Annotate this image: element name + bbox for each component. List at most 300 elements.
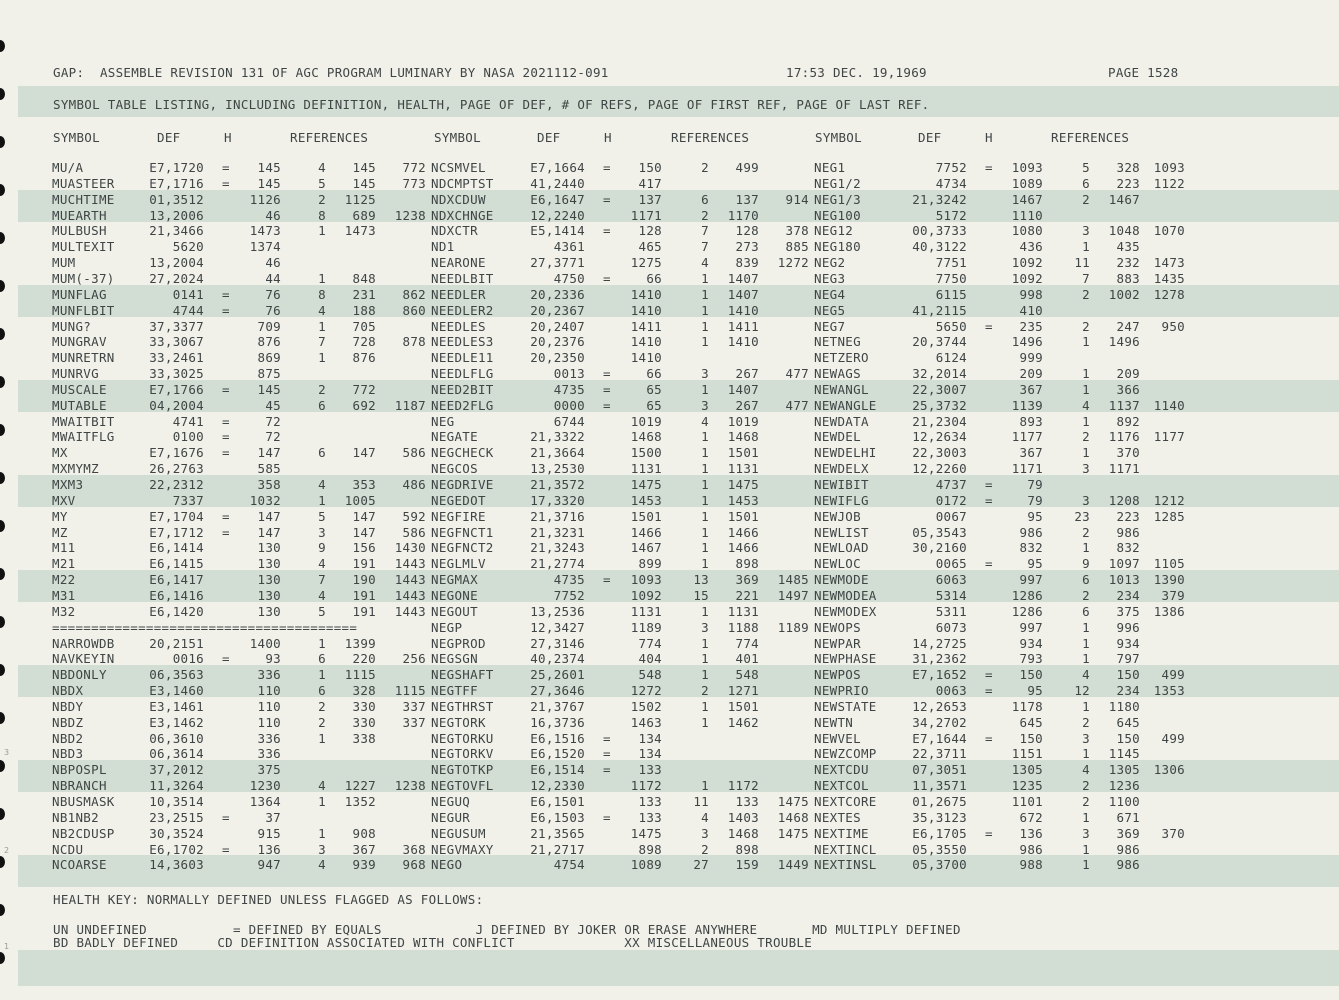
- def-cell: 6063: [935, 572, 967, 588]
- def-cell: 30,2160: [912, 540, 967, 556]
- feed-hole: [0, 88, 5, 100]
- symbol-cell: NEWLIST: [814, 524, 869, 540]
- symbol-cell: NEGATE: [431, 429, 478, 445]
- first-ref-cell: 1305: [1108, 762, 1140, 778]
- symbol-cell: NEGUR: [431, 809, 471, 825]
- def-page-cell: 1468: [630, 429, 662, 445]
- def-page-cell: 44: [265, 270, 281, 286]
- ref-count-cell: 2: [1082, 286, 1090, 302]
- ref-count-cell: 6: [318, 683, 326, 699]
- ref-count-cell: 4: [1082, 667, 1090, 683]
- def-page-cell: 134: [638, 746, 662, 762]
- symbol-cell: NEWMODEA: [814, 587, 877, 603]
- ref-count-cell: 8: [318, 207, 326, 223]
- symbol-cell: NETNEG: [814, 334, 861, 350]
- def-page-cell: 46: [265, 207, 281, 223]
- symbol-cell: M11: [52, 540, 76, 556]
- ref-count-cell: 1: [701, 381, 709, 397]
- symbol-cell: NEG12: [814, 223, 854, 239]
- def-cell: E7,1644: [912, 730, 967, 746]
- ref-count-cell: 2: [1082, 524, 1090, 540]
- first-ref-cell: 1403: [727, 809, 759, 825]
- feed-hole: [0, 520, 5, 532]
- def-cell: E6,1503: [530, 809, 585, 825]
- def-page-cell: 76: [265, 286, 281, 302]
- def-cell: 12,2653: [912, 698, 967, 714]
- def-cell: 26,2763: [149, 461, 204, 477]
- def-page-cell: 1235: [1011, 778, 1043, 794]
- last-ref-cell: 1070: [1153, 223, 1185, 239]
- symbol-cell: NEGUQ: [431, 794, 471, 809]
- symbol-cell: NEGOUT: [431, 603, 478, 619]
- ref-count-cell: 3: [318, 524, 326, 540]
- feed-hole: [0, 664, 5, 676]
- ref-count-cell: 3: [1082, 461, 1090, 477]
- last-ref-cell: 1430: [394, 540, 426, 556]
- def-page-cell: 336: [257, 667, 281, 683]
- symbol-cell: NEGTOTKP: [431, 762, 494, 778]
- ref-count-cell: 1: [1082, 635, 1090, 651]
- ref-count-cell: 2: [318, 714, 326, 730]
- def-cell: 0100: [172, 429, 204, 445]
- def-cell: 27,3771: [530, 255, 585, 271]
- def-cell: 23,2515: [149, 809, 204, 825]
- last-ref-cell: 860: [402, 302, 426, 318]
- first-ref-cell: 1171: [1108, 461, 1140, 477]
- def-cell: 05,3550: [912, 841, 967, 857]
- ref-count-cell: 1: [701, 492, 709, 508]
- symbol-cell: NEWDELHI: [814, 445, 877, 461]
- ref-count-cell: 1: [318, 270, 326, 286]
- def-page-cell: 1463: [630, 714, 662, 730]
- first-ref-cell: 330: [352, 714, 376, 730]
- symbol-cell: MUM: [52, 255, 76, 271]
- symbol-cell: M32: [52, 603, 76, 619]
- def-page-cell: 793: [1019, 651, 1043, 667]
- first-ref-cell: 548: [735, 667, 759, 683]
- symbol-cell: MWAITBIT: [52, 413, 115, 429]
- def-page-cell: 876: [257, 334, 281, 350]
- health-cell: =: [985, 730, 993, 746]
- def-page-cell: 1151: [1011, 746, 1043, 762]
- symbol-cell: NEGTOVFL: [431, 778, 494, 794]
- def-cell: E7,1704: [149, 508, 204, 524]
- first-ref-cell: 1473: [344, 223, 376, 239]
- first-ref-cell: 1501: [727, 508, 759, 524]
- def-page-cell: 76: [265, 302, 281, 318]
- ref-count-cell: 4: [318, 587, 326, 603]
- def-page-cell: 128: [638, 223, 662, 239]
- last-ref-cell: 862: [402, 286, 426, 302]
- def-page-cell: 915: [257, 825, 281, 841]
- def-cell: 21,3565: [530, 825, 585, 841]
- symbol-cell: MUASTEER: [52, 175, 115, 191]
- ref-count-cell: 2: [318, 698, 326, 714]
- first-ref-cell: 645: [1116, 714, 1140, 730]
- def-page-cell: 417: [638, 175, 662, 191]
- def-cell: 41,2440: [530, 175, 585, 191]
- ref-count-cell: 4: [318, 160, 326, 175]
- def-cell: 0016: [172, 651, 204, 667]
- first-ref-cell: 1462: [727, 714, 759, 730]
- ref-count-cell: 1: [701, 714, 709, 730]
- ref-count-cell: 1: [701, 651, 709, 667]
- symbol-cell: NEWVEL: [814, 730, 861, 746]
- feed-hole: [0, 952, 5, 964]
- def-cell: 21,3716: [530, 508, 585, 524]
- def-cell: 20,2376: [530, 334, 585, 350]
- symbol-cell: NEGSHAFT: [431, 667, 494, 683]
- last-ref-cell: 1443: [394, 587, 426, 603]
- def-page-cell: 1171: [630, 207, 662, 223]
- def-page-cell: 72: [265, 429, 281, 445]
- last-ref-cell: 1238: [394, 778, 426, 794]
- health-cell: =: [985, 825, 993, 841]
- last-ref-cell: 1449: [777, 857, 809, 873]
- last-ref-cell: 1212: [1153, 492, 1185, 508]
- def-page-cell: 147: [257, 508, 281, 524]
- first-ref-cell: 1208: [1108, 492, 1140, 508]
- def-page-cell: 893: [1019, 413, 1043, 429]
- symbol-cell: NEGFIRE: [431, 508, 486, 524]
- last-ref-cell: 1386: [1153, 603, 1185, 619]
- def-cell: 10,3514: [149, 794, 204, 809]
- def-cell: 13,2536: [530, 603, 585, 619]
- symbol-cell: NEWMODE: [814, 572, 869, 588]
- last-ref-cell: 370: [1161, 825, 1185, 841]
- def-page-cell: 1502: [630, 698, 662, 714]
- def-cell: E6,1501: [530, 794, 585, 809]
- ref-count-cell: 2: [701, 207, 709, 223]
- health-cell: =: [222, 524, 230, 540]
- def-page-cell: 1032: [249, 492, 281, 508]
- def-page-cell: 145: [257, 175, 281, 191]
- def-cell: E6,1705: [912, 825, 967, 841]
- first-ref-cell: 1501: [727, 445, 759, 461]
- last-ref-cell: 1122: [1153, 175, 1185, 191]
- def-page-cell: 367: [1019, 445, 1043, 461]
- first-ref-cell: 692: [352, 397, 376, 413]
- ref-count-cell: 1: [1082, 334, 1090, 350]
- def-page-cell: 1374: [249, 239, 281, 255]
- def-cell: E7,1720: [149, 160, 204, 175]
- def-page-cell: 1093: [1011, 160, 1043, 175]
- ref-count-cell: 2: [1082, 191, 1090, 207]
- symbol-cell: NEARONE: [431, 255, 486, 271]
- def-page-cell: 1475: [630, 825, 662, 841]
- symbol-cell: NEWPRIO: [814, 683, 869, 699]
- ref-count-cell: 1: [701, 667, 709, 683]
- def-cell: 5314: [935, 587, 967, 603]
- symbol-cell: NEGTFF: [431, 683, 478, 699]
- ref-count-cell: 2: [318, 191, 326, 207]
- health-cell: =: [222, 651, 230, 667]
- def-page-cell: 150: [1019, 730, 1043, 746]
- last-ref-cell: 586: [402, 445, 426, 461]
- health-cell: =: [603, 160, 611, 175]
- last-ref-cell: 1187: [394, 397, 426, 413]
- symbol-cell: MUNGRAV: [52, 334, 107, 350]
- def-cell: 32,2014: [912, 366, 967, 382]
- def-page-cell: 1101: [1011, 794, 1043, 809]
- last-ref-cell: 337: [402, 698, 426, 714]
- ref-count-cell: 3: [701, 619, 709, 635]
- def-cell: 17,3320: [530, 492, 585, 508]
- first-ref-cell: 1227: [344, 778, 376, 794]
- first-ref-cell: 832: [1116, 540, 1140, 556]
- first-ref-cell: 772: [352, 381, 376, 397]
- ref-count-cell: 27: [693, 857, 709, 873]
- health-cell: =: [222, 175, 230, 191]
- def-cell: 0065: [935, 556, 967, 572]
- def-page-cell: 136: [257, 841, 281, 857]
- health-cell: =: [603, 191, 611, 207]
- first-ref-cell: 898: [735, 841, 759, 857]
- ref-count-cell: 4: [318, 556, 326, 572]
- symbol-cell: NEGO: [431, 857, 463, 873]
- symbol-cell: NAVKEYIN: [52, 651, 115, 667]
- column-header: H: [985, 130, 993, 145]
- listing-timestamp: 17:53 DEC. 19,1969: [786, 65, 927, 80]
- first-ref-cell: 671: [1116, 809, 1140, 825]
- feed-hole: [0, 760, 5, 772]
- health-cell: =: [603, 730, 611, 746]
- def-page-cell: 1080: [1011, 223, 1043, 239]
- def-page-cell: 1177: [1011, 429, 1043, 445]
- def-cell: 13,2004: [149, 255, 204, 271]
- def-cell: 21,3767: [530, 698, 585, 714]
- def-page-cell: 1131: [630, 603, 662, 619]
- def-cell: 4750: [553, 270, 585, 286]
- ref-count-cell: 4: [318, 778, 326, 794]
- first-ref-cell: 1352: [344, 794, 376, 809]
- symbol-cell: NCDU: [52, 841, 84, 857]
- def-page-cell: 1364: [249, 794, 281, 809]
- symbol-cell: NEWDEL: [814, 429, 861, 445]
- ref-count-cell: 1: [701, 461, 709, 477]
- ref-count-cell: 1: [318, 223, 326, 239]
- ref-count-cell: 1: [318, 825, 326, 841]
- health-cell: =: [985, 492, 993, 508]
- def-page-cell: 209: [1019, 366, 1043, 382]
- def-page-cell: 1089: [630, 857, 662, 873]
- symbol-cell: NBDZ: [52, 714, 84, 730]
- def-page-cell: 585: [257, 461, 281, 477]
- symbol-cell: NDXCDUW: [431, 191, 486, 207]
- def-cell: 07,3051: [912, 762, 967, 778]
- def-page-cell: 1178: [1011, 698, 1043, 714]
- first-ref-cell: 190: [352, 572, 376, 588]
- last-ref-cell: 368: [402, 841, 426, 857]
- last-ref-cell: 885: [785, 239, 809, 255]
- ref-count-cell: 7: [701, 239, 709, 255]
- first-ref-cell: 223: [1116, 175, 1140, 191]
- def-cell: 21,3322: [530, 429, 585, 445]
- symbol-cell: NEGDRIVE: [431, 477, 494, 492]
- def-page-cell: 65: [646, 397, 662, 413]
- symbol-cell: MUNRVG: [52, 366, 99, 382]
- def-page-cell: 1400: [249, 635, 281, 651]
- def-cell: 7752: [935, 160, 967, 175]
- def-page-cell: 899: [638, 556, 662, 572]
- last-ref-cell: 1093: [1153, 160, 1185, 175]
- health-cell: =: [222, 302, 230, 318]
- def-cell: 11,3264: [149, 778, 204, 794]
- first-ref-cell: 128: [735, 223, 759, 239]
- symbol-cell: NEGEDOT: [431, 492, 486, 508]
- last-ref-cell: 1435: [1153, 270, 1185, 286]
- symbol-cell: NEWPOS: [814, 667, 861, 683]
- symbol-cell: NEWLOC: [814, 556, 861, 572]
- ref-count-cell: 3: [1082, 492, 1090, 508]
- health-cell: =: [222, 445, 230, 461]
- def-cell: 20,2367: [530, 302, 585, 318]
- symbol-cell: NEG3: [814, 270, 846, 286]
- def-cell: 4735: [553, 572, 585, 588]
- def-page-cell: 1139: [1011, 397, 1043, 413]
- health-cell: =: [985, 667, 993, 683]
- first-ref-cell: 150: [1116, 730, 1140, 746]
- def-page-cell: 1172: [630, 778, 662, 794]
- def-page-cell: 1500: [630, 445, 662, 461]
- symbol-cell: NEGCHECK: [431, 445, 494, 461]
- first-ref-cell: 145: [352, 160, 376, 175]
- symbol-cell: NEGUSUM: [431, 825, 486, 841]
- symbol-cell: MWAITFLG: [52, 429, 115, 445]
- symbol-cell: NEXTCDU: [814, 762, 869, 778]
- ref-count-cell: 5: [318, 508, 326, 524]
- symbol-cell: NB1NB2: [52, 809, 99, 825]
- def-page-cell: 1286: [1011, 603, 1043, 619]
- def-cell: 21,3243: [530, 540, 585, 556]
- symbol-cell: NEGFNCT2: [431, 540, 494, 556]
- def-cell: E3,1461: [149, 698, 204, 714]
- last-ref-cell: 1177: [1153, 429, 1185, 445]
- first-ref-cell: 1097: [1108, 556, 1140, 572]
- def-cell: 20,2407: [530, 318, 585, 334]
- first-ref-cell: 1180: [1108, 698, 1140, 714]
- symbol-cell: NEGONE: [431, 587, 478, 603]
- health-key-line: BD BADLY DEFINED CD DEFINITION ASSOCIATED WITH CONFLICT XX MISCELLANEOUS TROUBLE: [53, 935, 813, 950]
- symbol-cell: MU/A: [52, 160, 84, 175]
- first-ref-cell: 150: [1116, 667, 1140, 683]
- ref-count-cell: 1: [318, 350, 326, 366]
- ref-count-cell: 1: [701, 540, 709, 556]
- feed-hole: [0, 472, 5, 484]
- def-cell: E7,1766: [149, 381, 204, 397]
- ref-count-cell: 1: [318, 730, 326, 746]
- feed-hole: [0, 184, 5, 196]
- ref-count-cell: 3: [701, 397, 709, 413]
- first-ref-cell: 267: [735, 366, 759, 382]
- symbol-cell: MUTABLE: [52, 397, 107, 413]
- ref-count-cell: 4: [318, 477, 326, 492]
- symbol-cell: MUCHTIME: [52, 191, 115, 207]
- def-page-cell: 1410: [630, 286, 662, 302]
- symbol-cell: M21: [52, 556, 76, 572]
- def-cell: 04,2004: [149, 397, 204, 413]
- def-page-cell: 1110: [1011, 207, 1043, 223]
- def-page-cell: 1230: [249, 778, 281, 794]
- ref-count-cell: 2: [701, 841, 709, 857]
- last-ref-cell: 499: [1161, 667, 1185, 683]
- first-ref-cell: 209: [1116, 366, 1140, 382]
- def-page-cell: 1089: [1011, 175, 1043, 191]
- def-page-cell: 998: [1019, 286, 1043, 302]
- first-ref-cell: 191: [352, 603, 376, 619]
- def-page-cell: 1272: [630, 683, 662, 699]
- first-ref-cell: 232: [1116, 255, 1140, 271]
- first-ref-cell: 147: [352, 524, 376, 540]
- def-page-cell: 375: [257, 762, 281, 778]
- ref-count-cell: 7: [318, 572, 326, 588]
- symbol-cell: NEXTES: [814, 809, 861, 825]
- def-cell: 0067: [935, 508, 967, 524]
- first-ref-cell: 191: [352, 556, 376, 572]
- feed-hole: [0, 904, 5, 916]
- def-cell: 21,3572: [530, 477, 585, 492]
- def-cell: 11,3571: [912, 778, 967, 794]
- health-cell: =: [603, 809, 611, 825]
- def-cell: 05,3543: [912, 524, 967, 540]
- first-ref-cell: 1048: [1108, 223, 1140, 239]
- symbol-cell: NEG180: [814, 239, 861, 255]
- first-ref-cell: 689: [352, 207, 376, 223]
- first-ref-cell: 1131: [727, 461, 759, 477]
- def-cell: 21,3466: [149, 223, 204, 239]
- first-ref-cell: 1019: [727, 413, 759, 429]
- def-cell: 22,3003: [912, 445, 967, 461]
- def-cell: 4744: [172, 302, 204, 318]
- symbol-cell: NEGMAX: [431, 572, 478, 588]
- def-page-cell: 1305: [1011, 762, 1043, 778]
- last-ref-cell: 1473: [1153, 255, 1185, 271]
- def-page-cell: 1475: [630, 477, 662, 492]
- def-cell: 00,3733: [912, 223, 967, 239]
- first-ref-cell: 156: [352, 540, 376, 556]
- first-ref-cell: 191: [352, 587, 376, 603]
- def-page-cell: 72: [265, 413, 281, 429]
- def-cell: 14,3603: [149, 857, 204, 873]
- feed-hole: [0, 424, 5, 436]
- def-page-cell: 986: [1019, 524, 1043, 540]
- column-header: H: [224, 130, 232, 145]
- first-ref-cell: 839: [735, 255, 759, 271]
- health-cell: =: [222, 413, 230, 429]
- table-subtitle: SYMBOL TABLE LISTING, INCLUDING DEFINITION, HEALTH, PAGE OF DEF, # OF REFS, PAGE OF FIRST REF, PAGE OF LAST REF.: [53, 97, 930, 112]
- symbol-cell: NEWAGS: [814, 366, 861, 382]
- last-ref-cell: 337: [402, 714, 426, 730]
- first-ref-cell: 369: [735, 572, 759, 588]
- def-cell: 21,2774: [530, 556, 585, 572]
- ref-count-cell: 1: [1082, 366, 1090, 382]
- first-ref-cell: 1100: [1108, 794, 1140, 809]
- symbol-cell: NDXCHNGE: [431, 207, 494, 223]
- first-ref-cell: 986: [1116, 857, 1140, 873]
- def-page-cell: 1126: [249, 191, 281, 207]
- column-header: SYMBOL: [815, 130, 862, 145]
- symbol-cell: NEG7: [814, 318, 846, 334]
- first-ref-cell: 1501: [727, 698, 759, 714]
- ref-count-cell: 1: [1082, 540, 1090, 556]
- first-ref-cell: 1271: [727, 683, 759, 699]
- def-page-cell: 1467: [630, 540, 662, 556]
- def-page-cell: 336: [257, 730, 281, 746]
- symbol-cell: NEXTCOL: [814, 778, 869, 794]
- def-cell: 6115: [935, 286, 967, 302]
- def-cell: 22,3007: [912, 381, 967, 397]
- def-page-cell: 1473: [249, 223, 281, 239]
